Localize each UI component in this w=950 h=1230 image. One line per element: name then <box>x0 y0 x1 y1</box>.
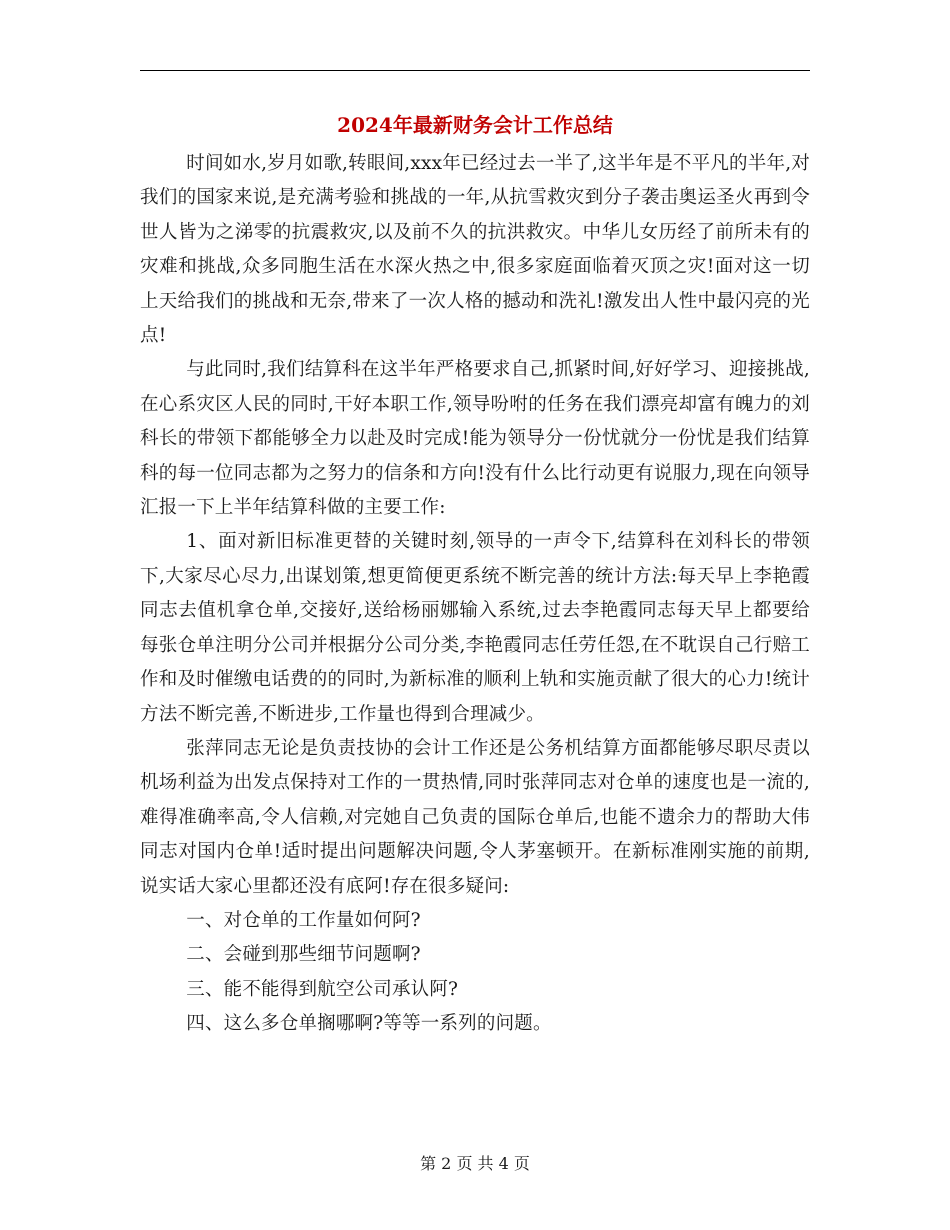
document-title: 2024年最新财务会计工作总结 <box>337 113 613 137</box>
question-item: 二、会碰到那些细节问题啊? <box>186 944 421 966</box>
document-body <box>140 147 810 1042</box>
question-item: 三、能不能得到航空公司承认阿? <box>186 978 459 1000</box>
paragraph: 1、面对新旧标准更替的关键时刻,领导的一声令下,结算科在刘科长的带领下,大家尽心尽力,出谋划策,想更简便更系统不断完善的统计方法:每天早上李艳霞同志去值机拿仓单,交接好,送给杨丽娜输入系统,过去李艳霞同志每天早上都要给每张仓单注明分公司并根据分公司分类,李艳霞同志任劳任怨,在不耽误自己行赔工作和及时催缴电话费的的同时,为新标准的顺利上轨和实施贡献了很大的心力!统计方法不断完善,不断进步,工作量也得到合理减少。 <box>140 531 810 725</box>
paragraph: 张萍同志无论是负责技协的会计工作还是公务机结算方面都能够尽职尽责以机场利益为出发点保持对工作的一贯热情,同时张萍同志对仓单的速度也是一流的,难得准确率高,令人信赖,对完她自己负责的国际仓单后,也能不遗余力的帮助大伟同志对国内仓单!适时提出问题解决问题,令人茅塞顿开。在新标准刚实施的前期,说实话大家心里都还没有底阿!存在很多疑问: <box>140 737 810 897</box>
question-item: 四、这么多仓单搁哪啊?等等一系列的问题。 <box>186 1013 552 1035</box>
header-rule <box>140 70 810 71</box>
page-number-footer: 第 2 页 共 4 页 <box>420 1154 530 1173</box>
paragraph: 时间如水,岁月如歌,转眼间,xxx年已经过去一半了,这半年是不平凡的半年,对我们的国家来说,是充满考验和挑战的一年,从抗雪救灾到分子袭击奥运圣火再到令世人皆为之涕零的抗震救灾,以及前不久的抗洪救灾。中华儿女历经了前所未有的灾难和挑战,众多同胞生活在水深火热之中,很多家庭面临着灭顶之灾!面对这一切上天给我们的挑战和无奈,带来了一次人格的撼动和洗礼!激发出人性中最闪亮的光点! <box>140 153 810 347</box>
question-item: 一、对仓单的工作量如何阿? <box>186 909 421 931</box>
paragraph: 与此同时,我们结算科在这半年严格要求自己,抓紧时间,好好学习、迎接挑战,在心系灾区人民的同时,干好本职工作,领导吩咐的任务在我们漂亮却富有魄力的刘科长的带领下都能够全力以赴及时完成!能为领导分一份忧就分一份忧是我们结算科的每一位同志都为之努力的信条和方向!没有什么比行动更有说服力,现在向领导汇报一下上半年结算科做的主要工作: <box>140 359 810 519</box>
